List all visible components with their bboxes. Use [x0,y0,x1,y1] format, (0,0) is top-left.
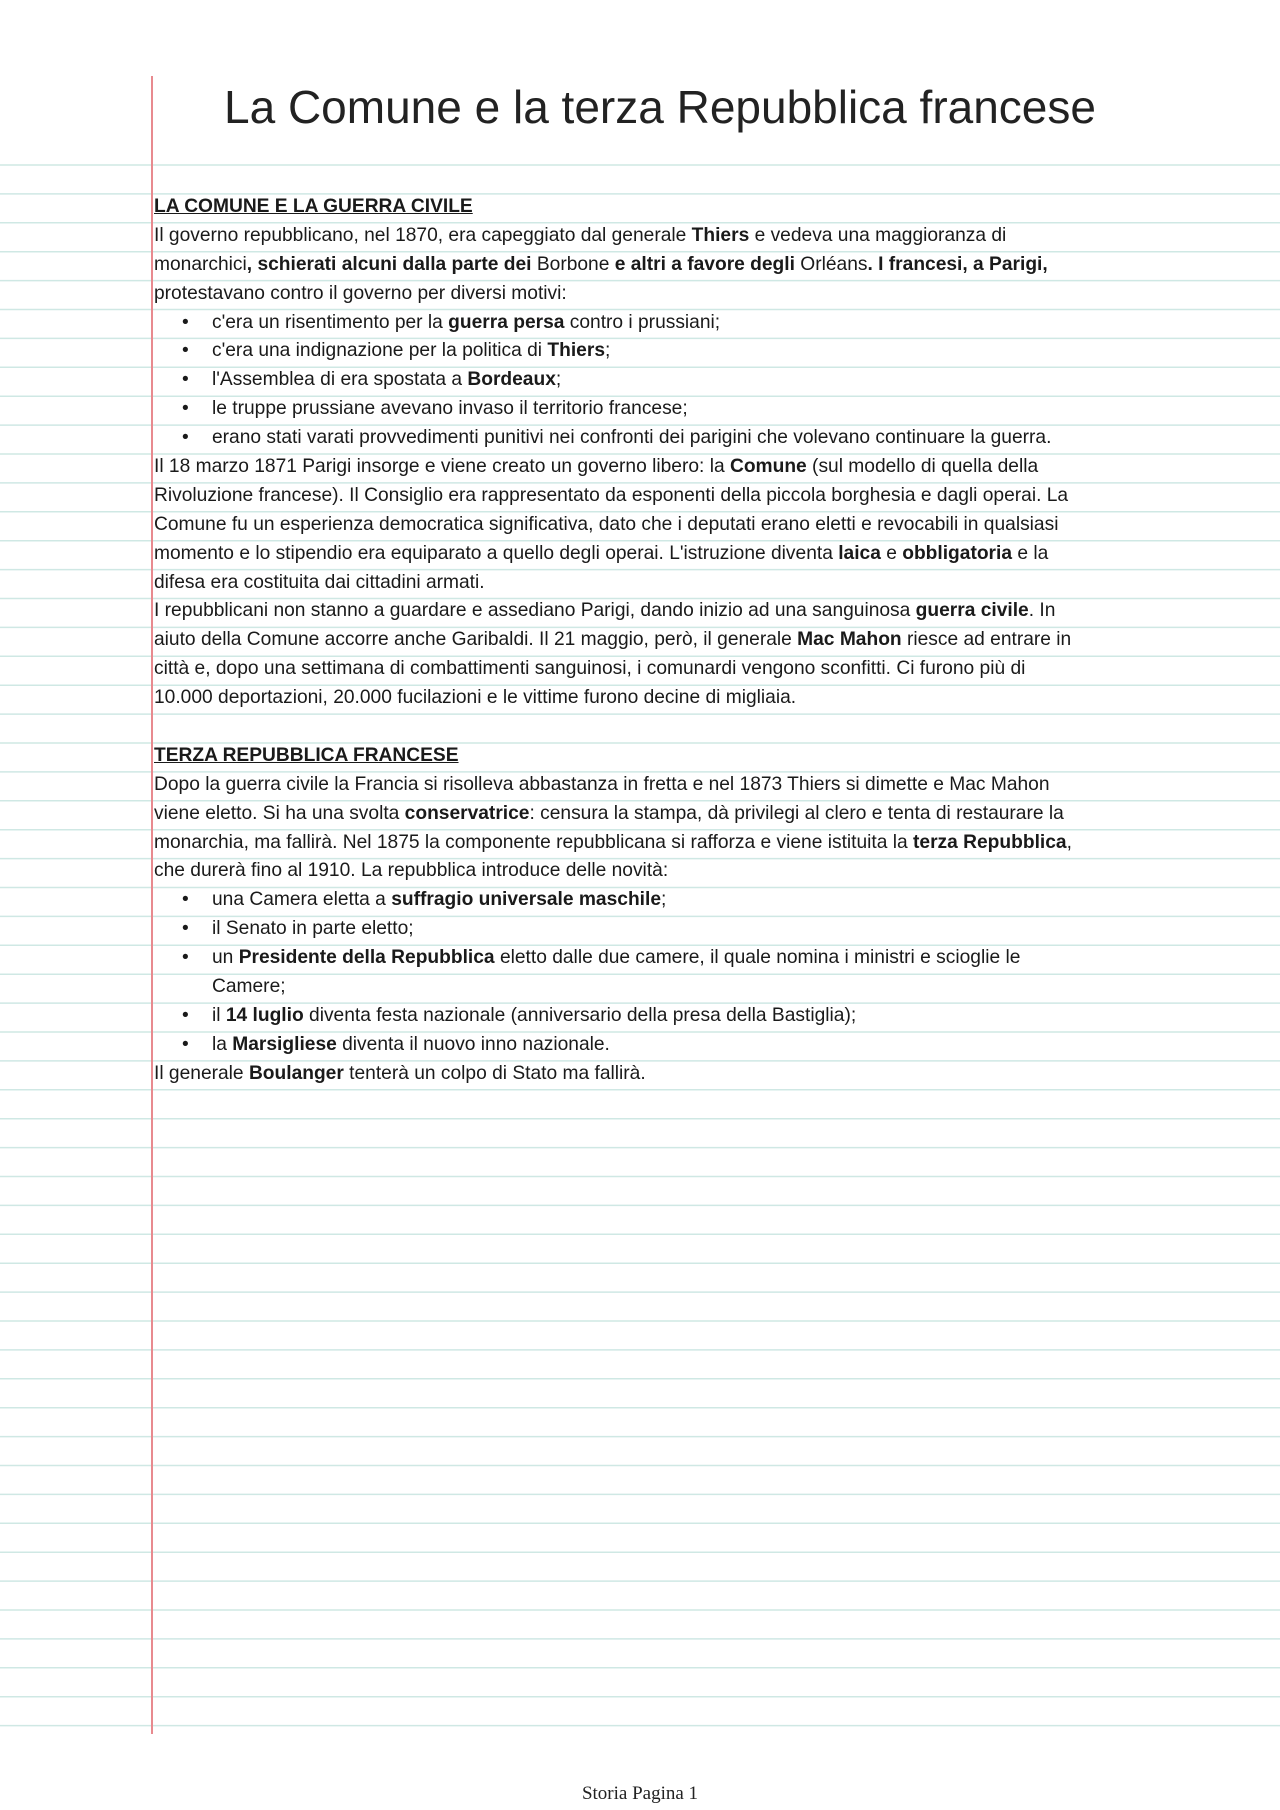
text-line [154,540,1214,569]
text-line [154,482,1214,511]
bullet-dot: • [182,947,189,969]
page-title: La Comune e la terza Repubblica francese [224,81,1096,133]
text-segment: diventa il nuovo inno nazionale. [336,1033,610,1055]
bullet-dot: • [182,1004,189,1026]
bold-term: Boulanger [248,1062,344,1084]
text-line [154,569,1214,598]
text-segment: un [212,947,239,969]
text-line [154,684,1214,713]
bold-term: terza Repubblica [913,831,1067,853]
bullet-dot: • [182,889,189,911]
text-segment: (sul modello di quella della [806,456,1039,478]
text-line [154,800,1214,829]
text-line [154,626,1214,655]
section2-bullet-list [154,886,1214,1059]
section1-bullet-list [154,309,1214,453]
section-heading-terza-repubblica: TERZA REPUBBLICA FRANCESE [154,744,459,766]
page-footer: Storia Pagina 1 [581,1783,699,1804]
bold-term: Marsigliese [232,1033,337,1055]
text-segment: monarchici [154,253,247,275]
bullet-dot: • [182,369,189,391]
text-segment: . In [1028,600,1056,622]
section1-paragraph-civil-war [154,597,1214,713]
text-segment: monarchia, ma fallirà. Nel 1875 la componente repubblicana si rafforza e viene istituita la [154,831,914,853]
text-segment: Camere; [212,976,286,998]
list-item [154,915,1214,944]
bold-term: Comune [729,456,807,478]
text-line [154,857,1214,886]
text-segment: l'Assemblea di era spostata a [212,369,468,391]
list-item [154,395,1214,424]
text-line [154,655,1214,684]
text-segment: Comune fu un esperienza democratica significativa, dato che i deputati erano eletti e revocabili in qualsiasi [154,513,1059,535]
text-segment: e vedeva una maggioranza di [749,224,1007,246]
section2-intro [154,771,1214,887]
text-segment: protestavano contro il governo per diversi motivi: [154,282,567,304]
section1-paragraph-comune [154,453,1214,597]
page-content [154,193,1214,1089]
text-line [154,280,1214,309]
section-heading-comune: LA COMUNE E LA GUERRA CIVILE [154,196,473,217]
text-line [154,829,1214,858]
text-segment: ; [661,889,667,911]
bold-term: Mac Mahon [797,629,902,651]
text-segment: Borbone [536,253,610,275]
text-segment: che durerà fino al 1910. La repubblica introduce delle novità: [154,860,669,882]
bold-term: conservatrice [404,802,530,824]
text-segment: Il governo repubblicano, nel 1870, era capeggiato dal generale [154,224,692,246]
bold-term: , schierati alcuni dalla parte dei [246,253,537,275]
bold-term: . I francesi, a Parigi, [867,253,1048,275]
text-segment: c'era una indignazione per la politica di [212,340,548,362]
text-segment: diventa festa nazionale (anniversario della presa della Bastiglia); [303,1004,857,1026]
text-segment: ; [555,369,562,391]
text-line [154,453,1214,482]
bold-term: obbligatoria [902,542,1013,564]
bold-term: e altri a favore degli [609,253,801,275]
text-segment: le truppe prussiane avevano invaso il territorio francese; [212,398,688,420]
text-segment: una Camera eletta a [212,889,392,911]
text-segment: Rivoluzione francese). Il Consiglio era rappresentato da esponenti della piccola borghesia e dagli operai. La [154,484,1069,506]
text-line [154,597,1214,626]
list-item [154,337,1214,366]
spacer [154,713,1214,742]
text-segment: e la [1012,542,1049,564]
bold-term: guerra civile [915,600,1029,622]
text-segment: il Senato in parte eletto; [212,918,414,940]
bold-term: Presidente della Repubblica [238,947,495,969]
text-segment: la [212,1033,233,1055]
text-segment: viene eletto. Si ha una svolta [154,802,405,824]
text-segment: riesce ad entrare in [901,629,1072,651]
text-segment: Orléans [800,253,868,275]
bold-term: Thiers [547,340,605,362]
list-item [154,886,1214,915]
bold-term: laica [838,542,881,564]
text-line [154,1060,1214,1089]
bold-term: 14 luglio [225,1004,304,1026]
text-segment: , [1066,831,1072,853]
section1-intro [154,222,1214,309]
text-line [154,222,1214,251]
list-item [154,366,1214,395]
text-segment: ; [605,340,611,362]
list-item [154,973,1214,1002]
text-segment: Il generale [154,1062,249,1084]
text-segment: I repubblicani non stanno a guardare e assediano Parigi, dando inizio ad una sanguinosa [154,600,916,622]
text-segment: : censura la stampa, dà privilegi al clero e tenta di restaurare la [529,802,1064,824]
bullet-dot: • [182,311,189,333]
bullet-dot: • [182,398,189,420]
text-segment: aiuto della Comune accorre anche Garibaldi. Il 21 maggio, però, il generale [154,629,798,651]
text-segment: erano stati varati provvedimenti punitivi nei confronti dei parigini che volevano continuare la guerra. [212,427,1052,449]
list-item [154,1002,1214,1031]
text-segment: eletto dalle due camere, il quale nomina i ministri e scioglie le [494,947,1021,969]
bullet-dot: • [182,340,189,362]
bold-term: guerra persa [448,311,565,333]
section2-closing [154,1060,1214,1089]
list-item [154,944,1214,973]
text-segment: difesa era costituita dai cittadini armati. [154,571,485,593]
text-segment: 10.000 deportazioni, 20.000 fucilazioni e le vittime furono decine di migliaia. [154,687,797,709]
list-item [154,424,1214,453]
bold-term: suffragio universale maschile [391,889,661,911]
margin-line [151,76,153,1734]
bullet-dot: • [182,427,189,449]
text-segment: tenterà un colpo di Stato ma fallirà. [343,1062,646,1084]
list-item [154,309,1214,338]
text-segment: e [880,542,903,564]
list-item [154,1031,1214,1060]
text-line [154,511,1214,540]
text-segment: Il 18 marzo 1871 Parigi insorge e viene creato un governo libero: la [154,456,730,478]
text-line [154,771,1214,800]
text-segment: Dopo la guerra civile la Francia si risolleva abbastanza in fretta e nel 1873 Thiers si dimette e Mac Mahon [154,773,1050,795]
bullet-dot: • [182,1033,189,1055]
text-segment: momento e lo stipendio era equiparato a quello degli operai. L'istruzione diventa [154,542,839,564]
text-segment: città e, dopo una settimana di combattimenti sanguinosi, i comunardi vengono sconfitti. Ci furono più di [154,658,1026,680]
text-line [154,251,1214,280]
bullet-dot: • [182,918,189,940]
text-segment: c'era un risentimento per la [212,311,449,333]
bold-term: Thiers [691,224,750,246]
text-segment: contro i prussiani; [564,311,721,333]
text-segment: il [212,1004,226,1026]
bold-term: Bordeaux [467,369,556,391]
